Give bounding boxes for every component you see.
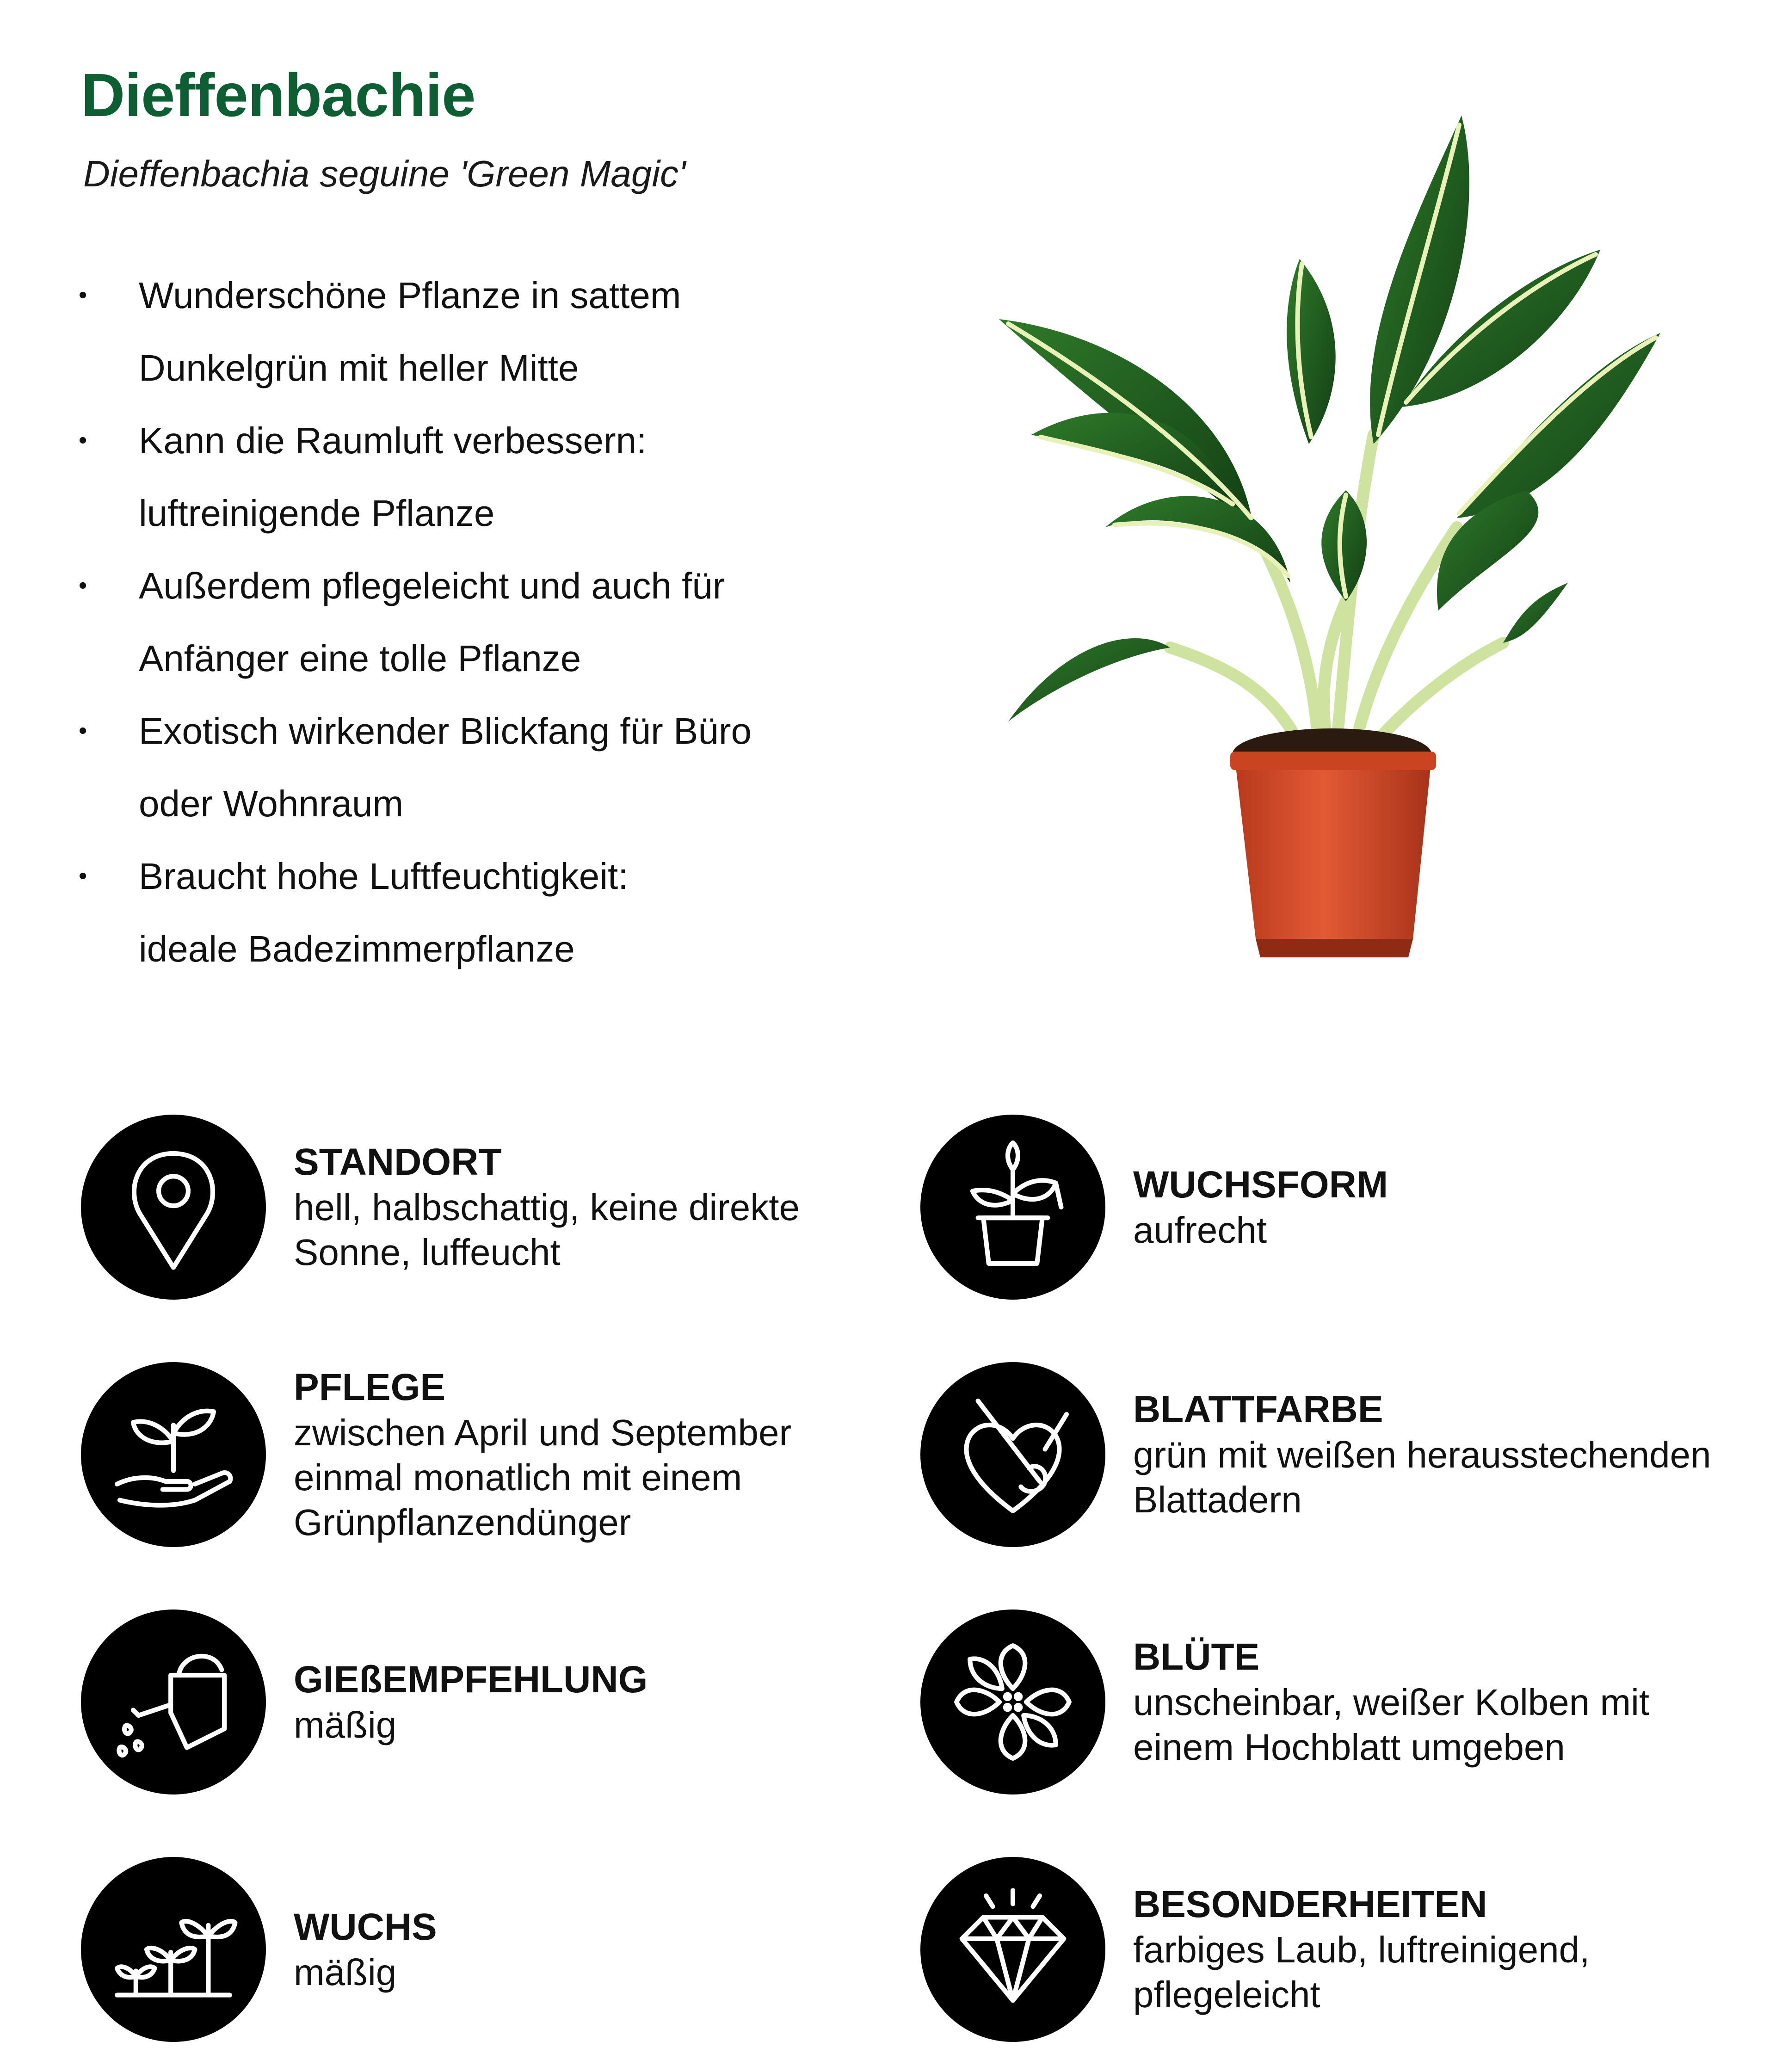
bullet-icon: •	[79, 572, 87, 599]
bullet-line: Außerdem pflegeleicht und auch für	[139, 565, 725, 606]
property-besonderheiten	[920, 1857, 1744, 2042]
property-label: BLATTFARBE	[1133, 1388, 1383, 1431]
seedlings-icon	[106, 1882, 240, 2016]
icon-circle	[920, 1362, 1105, 1547]
leaf	[1437, 490, 1538, 610]
bullet-line: Wunderschöne Pflanze in sattem	[139, 275, 681, 316]
list-item	[79, 259, 865, 404]
property-label: PFLEGE	[294, 1366, 446, 1408]
bullet-icon: •	[79, 717, 87, 744]
icon-circle	[81, 1362, 266, 1547]
list-item	[79, 404, 865, 549]
icon-circle	[81, 1610, 266, 1794]
botanical-name: Dieffenbachia seguine 'Green Magic'	[83, 153, 686, 194]
bullet-line: ideale Badezimmerpflanze	[139, 928, 575, 969]
list-item	[79, 695, 865, 840]
property-label: STANDORT	[294, 1141, 502, 1183]
icon-circle	[920, 1610, 1105, 1794]
icon-circle	[81, 1115, 266, 1300]
leaf	[1105, 496, 1290, 583]
icon-circle	[920, 1115, 1105, 1300]
property-standort	[81, 1115, 904, 1300]
property-label: BESONDERHEITEN	[1133, 1883, 1487, 1925]
bullet-icon: •	[79, 282, 87, 308]
property-giessempfehlung	[81, 1610, 904, 1794]
property-wuchsform	[920, 1115, 1744, 1300]
property-label: WUCHSFORM	[1133, 1163, 1388, 1206]
plant-image	[994, 111, 1688, 962]
property-blattfarbe	[920, 1362, 1744, 1547]
property-value: mäßig	[294, 1951, 397, 1993]
location-pin-icon	[106, 1140, 240, 1274]
property-label: BLÜTE	[1133, 1636, 1260, 1678]
leaf	[1008, 638, 1170, 722]
bullet-icon: •	[79, 863, 87, 889]
leaf	[1503, 583, 1568, 643]
property-pflege	[81, 1362, 904, 1547]
potted-plant-icon	[946, 1140, 1080, 1274]
bullet-line: Braucht hohe Luftfeuchtigkeit:	[139, 856, 629, 897]
property-wuchs	[81, 1857, 904, 2042]
bullet-line: oder Wohnraum	[139, 783, 404, 824]
flower-icon	[946, 1635, 1080, 1769]
bullet-line: Exotisch wirkender Blickfang für Büro	[139, 710, 752, 752]
feature-list	[79, 259, 865, 985]
property-bluete	[920, 1610, 1744, 1794]
watering-can-icon	[106, 1635, 240, 1769]
property-value: farbiges Laub, luftreinigend, pflegeleicht	[1133, 1929, 1590, 2015]
care-properties	[81, 1115, 1746, 2021]
flower-pot	[1235, 758, 1431, 939]
diamond-icon	[946, 1882, 1080, 2016]
leaf	[1287, 259, 1336, 444]
property-value: grün mit weißen herausstechenden Blattadern	[1133, 1434, 1711, 1520]
property-value: mäßig	[294, 1704, 397, 1745]
page-title: Dieffenbachie	[81, 61, 475, 129]
bullet-line: Kann die Raumluft verbessern:	[139, 420, 647, 461]
bullet-line: luftreinigende Pflanze	[139, 493, 495, 534]
bullet-icon: •	[79, 427, 87, 454]
leaf-brush-icon	[946, 1388, 1080, 1522]
bullet-line: Anfänger eine tolle Pflanze	[139, 638, 581, 679]
bullet-line: Dunkelgrün mit heller Mitte	[139, 347, 579, 388]
property-label: WUCHS	[294, 1906, 437, 1948]
list-item	[79, 549, 865, 695]
list-item	[79, 840, 865, 985]
property-label: GIEßEMPFEHLUNG	[294, 1658, 648, 1701]
icon-circle	[920, 1857, 1105, 2042]
property-value: hell, halbschattig, keine direkte Sonne, luffeucht	[294, 1187, 800, 1273]
icon-circle	[81, 1857, 266, 2042]
property-value: aufrecht	[1133, 1209, 1267, 1251]
hand-sprout-icon	[106, 1388, 240, 1522]
property-value: unscheinbar, weißer Kolben mit einem Hochblatt umgeben	[1133, 1682, 1650, 1768]
property-value: zwischen April und September einmal monatlich mit einem Grünpflanzendünger	[294, 1412, 792, 1543]
